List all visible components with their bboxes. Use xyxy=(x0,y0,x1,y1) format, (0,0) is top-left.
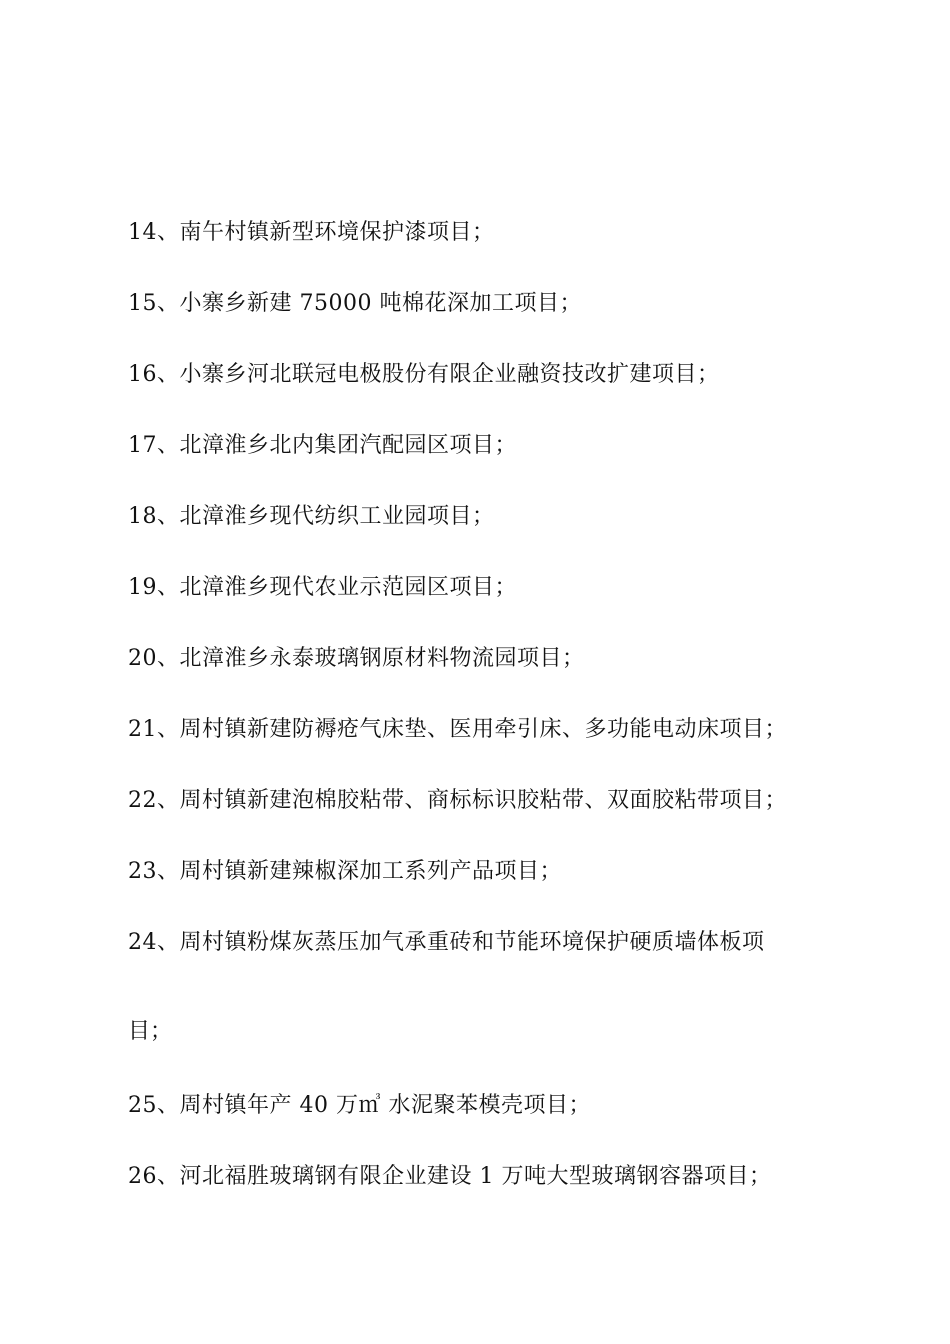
item-number: 17、 xyxy=(128,433,180,458)
list-item xyxy=(128,787,868,815)
item-text: 周村镇新建防褥疮气床垫、医用牵引床、多功能电动床项目； xyxy=(179,717,788,742)
item-number: 23、 xyxy=(128,859,180,884)
item-text: 北漳淮乡北内集团汽配园区项目； xyxy=(179,433,518,458)
item-number: 24、 xyxy=(128,930,180,955)
item-text: 周村镇粉煤灰蒸压加气承重砖和节能环境保护硬质墙体板项 xyxy=(179,930,765,955)
item-text: 小寨乡河北联冠电极股份有限企业融资技改扩建项目； xyxy=(179,362,720,387)
item-number: 15、 xyxy=(128,291,180,316)
item-text: 小寨乡新建 75000 吨棉花深加工项目； xyxy=(179,291,582,316)
list-item xyxy=(128,716,868,744)
list-item xyxy=(128,858,868,886)
item-number: 18、 xyxy=(128,504,180,529)
item-text: 北漳淮乡现代农业示范园区项目； xyxy=(179,575,518,600)
list-item xyxy=(128,361,868,389)
list-item xyxy=(128,503,868,531)
item-number: 16、 xyxy=(128,362,180,387)
list-item xyxy=(128,1092,868,1120)
item-text: 周村镇新建辣椒深加工系列产品项目； xyxy=(179,859,563,884)
list-item xyxy=(128,290,868,318)
list-item-continuation: 目； xyxy=(128,1019,173,1044)
item-number: 14、 xyxy=(128,220,180,245)
item-number: 25、 xyxy=(128,1093,180,1118)
list-item xyxy=(128,432,868,460)
item-text: 河北福胜玻璃钢有限企业建设 1 万吨大型玻璃钢容器项目； xyxy=(179,1164,772,1189)
item-text: 周村镇新建泡棉胶粘带、商标标识胶粘带、双面胶粘带项目； xyxy=(179,788,788,813)
item-number: 20、 xyxy=(128,646,180,671)
item-text: 周村镇年产 40 万㎥ 水泥聚苯模壳项目； xyxy=(179,1093,591,1118)
item-number: 22、 xyxy=(128,788,180,813)
item-text: 北漳淮乡现代纺织工业园项目； xyxy=(179,504,495,529)
item-text: 北漳淮乡永泰玻璃钢原材料物流园项目； xyxy=(179,646,585,671)
item-number: 19、 xyxy=(128,575,180,600)
item-number: 26、 xyxy=(128,1164,180,1189)
item-text: 南午村镇新型环境保护漆项目； xyxy=(179,220,495,245)
list-item xyxy=(128,929,868,957)
item-number: 21、 xyxy=(128,717,180,742)
list-item xyxy=(128,574,868,602)
list-item xyxy=(128,219,868,247)
list-item xyxy=(128,645,868,673)
list-item xyxy=(128,1163,868,1191)
